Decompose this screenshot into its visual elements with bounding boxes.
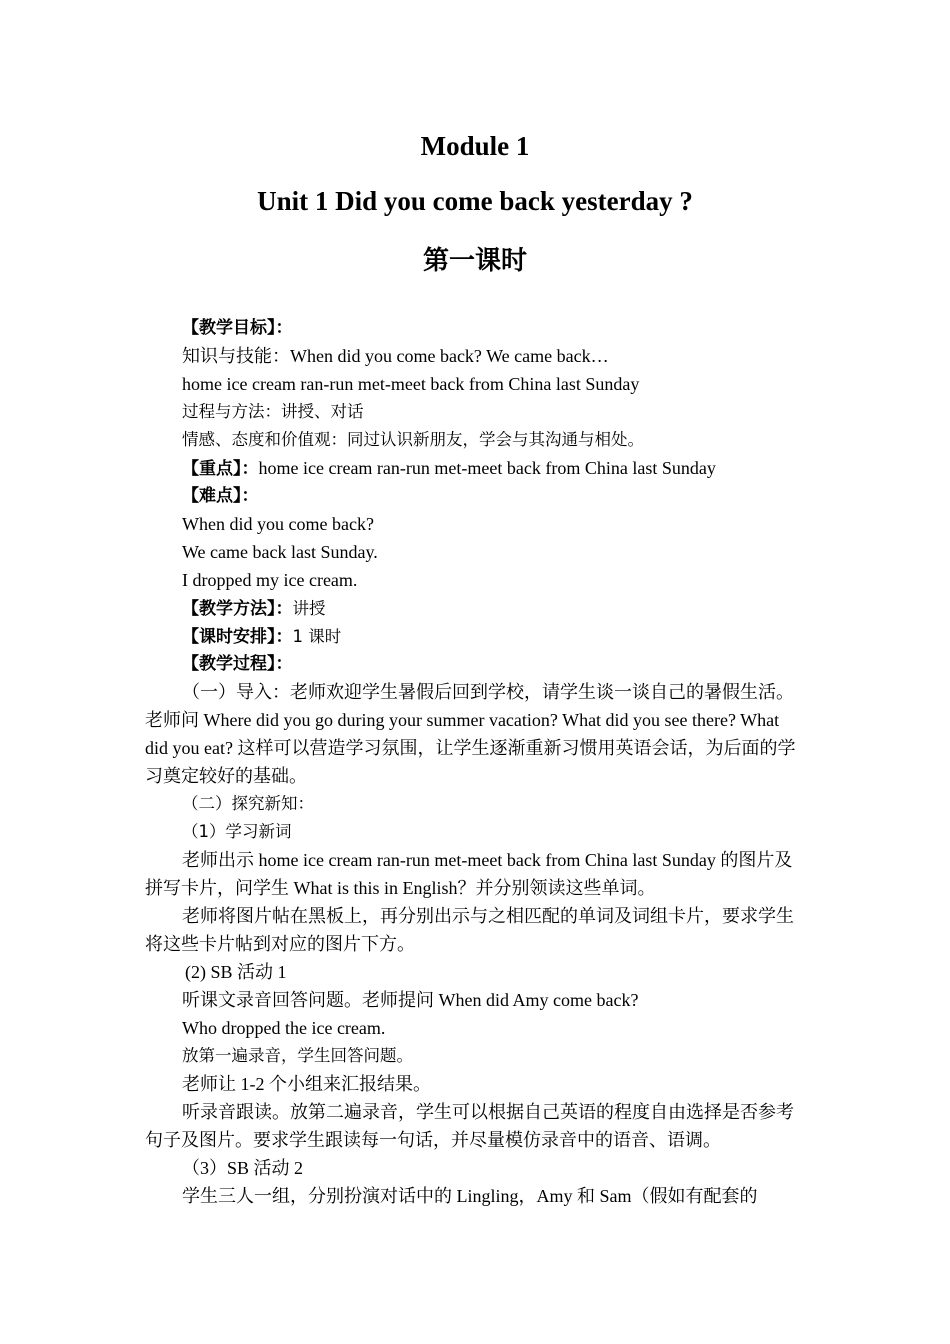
schedule-label: 【课时安排】： [182, 627, 293, 647]
step2-heading: (2) SB 活动 1 [185, 962, 287, 982]
method-text: 讲授 [292, 599, 326, 618]
difficulty-item: I dropped my ice cream. [182, 570, 358, 590]
objectives-skills: 知识与技能：When did you come back? We came back… [182, 346, 609, 366]
key-points-label: 【重点】： [182, 459, 259, 479]
objectives-vocab: home ice cream ran-run met-meet back from China last Sunday [182, 374, 640, 394]
method-label: 【教学方法】： [182, 599, 293, 619]
step2-line-4: 老师让 1-2 个小组来汇报结果。 [182, 1074, 431, 1094]
step1-paragraph-1: 老师出示 home ice cream ran-run met-meet back from China last Sunday 的图片及拼写卡片，问学生 What is this in English？并分别领读这些单词。 [145, 850, 793, 898]
document-body [145, 314, 805, 1210]
method [145, 594, 805, 622]
step2-line-1: 听课文录音回答问题。老师提问 When did Amy come back? [182, 990, 639, 1010]
schedule [145, 622, 805, 650]
module-title: Module 1 [420, 131, 530, 161]
objectives-label: 【教学目标】： [182, 318, 293, 338]
step2-line-3: 放第一遍录音，学生回答问题。 [182, 1046, 413, 1065]
step3-heading: （3）SB 活动 2 [182, 1158, 304, 1178]
key-points [145, 454, 805, 482]
lesson-title: 第一课时 [422, 246, 527, 276]
step3-line-1: 学生三人一组，分别扮演对话中的 Lingling，Amy 和 Sam（假如有配套的 [182, 1186, 758, 1206]
difficulties-label: 【难点】： [182, 486, 259, 506]
difficulty-item: When did you come back? [182, 514, 374, 534]
objectives-emotion: 情感、态度和价值观：同过认识新朋友，学会与其沟通与相处。 [182, 430, 644, 449]
process-intro-paragraph: （一）导入：老师欢迎学生暑假后回到学校，请学生谈一谈自己的暑假生活。老师问 Where did you go during your summer vacation? What did you see there? What did you eat? 这样可以营造学习氛围，让学生逐渐重新习惯用英语会话，为后面的学习奠定较好的基础。 [145, 682, 796, 786]
process-explore-heading: （二）探究新知： [182, 794, 314, 813]
key-points-text: home ice cream ran-run met-meet back from China last Sunday [258, 458, 716, 478]
step1-heading: （1）学习新词 [182, 822, 292, 841]
step2-line-2: Who dropped the ice cream. [182, 1018, 386, 1038]
process-label: 【教学过程】： [182, 654, 293, 674]
step1-paragraph-2: 老师将图片帖在黑板上，再分别出示与之相匹配的单词及词组卡片，要求学生将这些卡片帖到对应的图片下方。 [145, 906, 794, 954]
unit-title: Unit 1 Did you come back yesterday ? [257, 186, 693, 216]
objectives-process: 过程与方法：讲授、对话 [182, 402, 364, 421]
step2-paragraph: 听录音跟读。放第二遍录音，学生可以根据自己英语的程度自由选择是否参考句子及图片。要求学生跟读每一句话，并尽量模仿录音中的语音、语调。 [145, 1102, 794, 1150]
difficulty-item: We came back last Sunday. [182, 542, 378, 562]
schedule-text: 1 课时 [292, 627, 342, 646]
